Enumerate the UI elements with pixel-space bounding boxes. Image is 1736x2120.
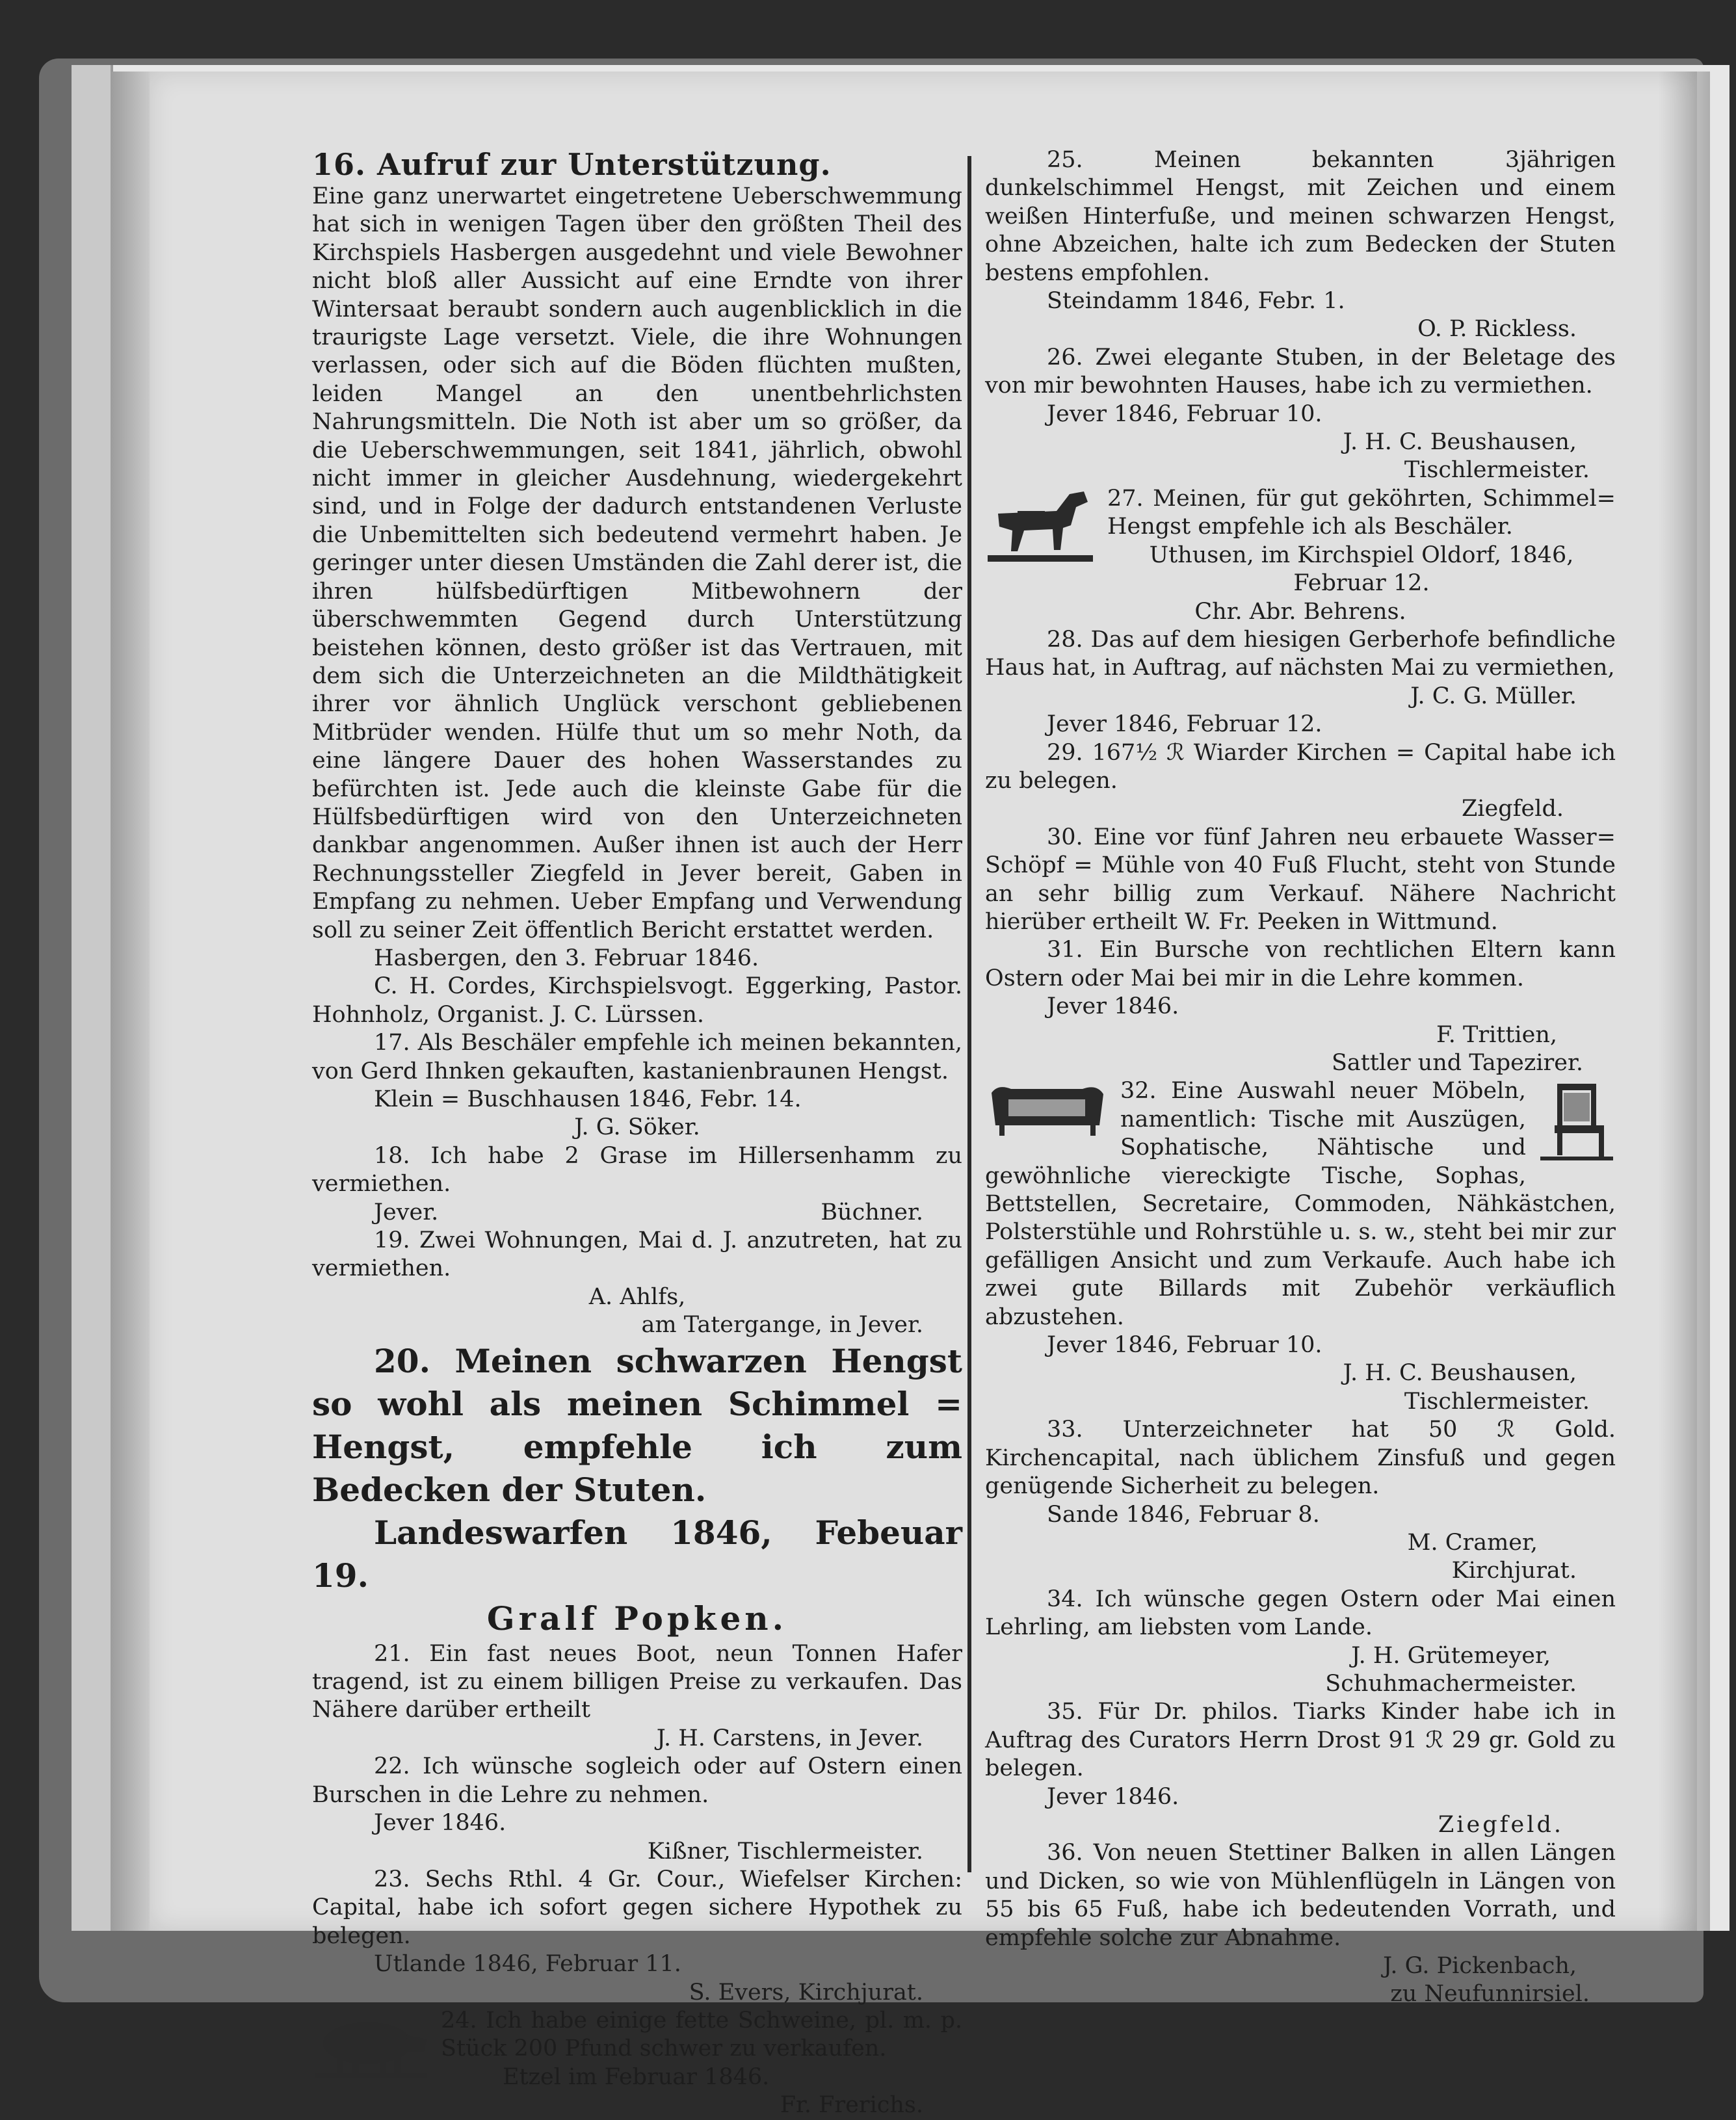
horse-woodcut bbox=[985, 488, 1096, 569]
notice-16-signers: C. H. Cordes, Kirchspielsvogt. Eggerking, Pastor. Hohnholz, Organist. J. C. Lürssen. bbox=[312, 973, 962, 1028]
notice-32-text: 32. Eine Auswahl neuer Möbeln, namentlich: Tische mit Auszügen, Sophatische, Nähtische und gewöhnliche viereckigte Tische, Sophas, Bettstellen, Secretaire, Commoden, Nähkästchen, Polsterstühle und Rohrstühle u. s. w., steht bei mir zur gefälligen Ansicht und zum Verkaufe. Auch habe ich zwei gute Billards mit Zubehör verkäuflich abzustehen. bbox=[985, 1078, 1616, 1330]
notice-24-signer: Fr. Frerichs. bbox=[780, 2092, 923, 2119]
notice-35-date: Jever 1846. bbox=[1047, 1783, 1179, 1810]
notice-24-date: Etzel im Februar 1846. bbox=[503, 2063, 770, 2090]
notice-34-text: 34. Ich wünsche gegen Ostern oder Mai einen Lehrling, am liebsten vom Lande. bbox=[985, 1586, 1616, 1641]
notice-33-signer-title: Kirchjurat. bbox=[1451, 1558, 1577, 1584]
notice-31-signer: F. Trittien, bbox=[1436, 1021, 1557, 1048]
notice-18-signer: Büchner. bbox=[821, 1199, 923, 1225]
notice-23-text: 23. Sechs Rthl. 4 Gr. Cour., Wiefelser Kirchen: Capital, habe ich sofort gegen sichere Hypothek zu belegen. bbox=[312, 1866, 962, 1949]
notice-22-text: 22. Ich wünsche sogleich oder auf Ostern einen Burschen in die Lehre zu nehmen. bbox=[312, 1753, 962, 1808]
notice-25-date: Steindamm 1846, Febr. 1. bbox=[1047, 288, 1345, 315]
notice-25-signer: O. P. Rickless. bbox=[1417, 316, 1577, 343]
notice-17-date: Klein = Buschhausen 1846, Febr. 14. bbox=[374, 1086, 802, 1112]
notice-34-signer-trade: Schuhmachermeister. bbox=[1325, 1670, 1577, 1697]
notice-33-text: 33. Unterzeichneter hat 50 ℛ Gold. Kirchencapital, nach üblichem Zinsfuß und gegen genügende Sicherheit zu belegen. bbox=[985, 1417, 1616, 1500]
notice-25-text: 25. Meinen bekannten 3jährigen dunkelschimmel Hengst, mit Zeichen und einem weißen Hinterfuße, und meinen schwarzen Hengst, ohne Abzeichen, halte ich zum Bedecken der Stuten bestens empfohlen. bbox=[985, 147, 1616, 286]
notice-26-text: 26. Zwei elegante Stuben, in der Beletage des von mir bewohnten Hauses, habe ich zu vermiethen. bbox=[985, 344, 1616, 399]
notice-22-date: Jever 1846. bbox=[374, 1810, 506, 1837]
notice-16-heading: 16. Aufruf zur Unterstützung. bbox=[312, 147, 832, 182]
notice-33-signer: M. Cramer, bbox=[1407, 1529, 1538, 1556]
notice-32-signer-trade: Tischlermeister. bbox=[1404, 1388, 1590, 1415]
notice-27-signer: Chr. Abr. Behrens. bbox=[1194, 598, 1406, 625]
notice-26-date: Jever 1846, Februar 10. bbox=[1047, 400, 1322, 427]
notice-30-text: 30. Eine vor fünf Jahren neu erbauete Wasser= Schöpf = Mühle von 40 Fuß Flucht, steht von Stunde an sehr billig zum Verkauf. Nähere Nachricht hierüber ertheilt W. Fr. Peeken in Wittmund. bbox=[985, 824, 1616, 935]
notice-20-signer: Gralf Popken. bbox=[486, 1599, 788, 1638]
notice-34-signer: J. H. Grütemeyer, bbox=[1351, 1642, 1551, 1669]
notice-16-date: Hasbergen, den 3. Februar 1846. bbox=[374, 945, 759, 971]
notice-19-signer: A. Ahlfs, bbox=[588, 1283, 686, 1310]
notice-29-text: 29. 167½ ℛ Wiarder Kirchen = Capital habe ich zu belegen. bbox=[985, 739, 1616, 794]
notice-32-signer: J. H. C. Beushausen, bbox=[1343, 1360, 1577, 1387]
notice-18-line bbox=[312, 1199, 962, 1227]
notice-27-date: Uthusen, im Kirchspiel Oldorf, 1846, Februar 12. bbox=[1149, 542, 1574, 597]
notice-21-signer: J. H. Carstens, in Jever. bbox=[656, 1725, 923, 1751]
notice-28-signer: J. C. G. Müller. bbox=[1410, 683, 1577, 709]
notice-23-date: Utlande 1846, Februar 11. bbox=[374, 1951, 681, 1978]
notice-35-text: 35. Für Dr. philos. Tiarks Kinder habe ich in Auftrag des Curators Herrn Drost 91 ℛ 29 gr. Gold zu belegen. bbox=[985, 1699, 1616, 1782]
notice-18-text: 18. Ich habe 2 Grase im Hillersenhamm zu vermiethen. bbox=[312, 1142, 962, 1197]
notice-17-text: 17. Als Beschäler empfehle ich meinen bekannten, von Gerd Ihnken gekauften, kastanienbraunen Hengst. bbox=[312, 1030, 962, 1084]
pig-woodcut bbox=[312, 2009, 429, 2081]
notice-18-place: Jever. bbox=[374, 1199, 439, 1225]
notice-19-text: 19. Zwei Wohnungen, Mai d. J. anzutreten, hat zu vermiethen. bbox=[312, 1227, 962, 1282]
notice-29-signer: Ziegfeld. bbox=[1461, 796, 1564, 822]
notice-22-signer: Kißner, Tischlermeister. bbox=[647, 1838, 923, 1865]
notice-31-signer-trade: Sattler und Tapezirer. bbox=[1331, 1050, 1583, 1076]
notice-28-date: Jever 1846, Februar 12. bbox=[1047, 711, 1322, 738]
notice-28-text: 28. Das auf dem hiesigen Gerberhofe befindliche Haus hat, in Auftrag, auf nächsten Mai zu vermiethen, bbox=[985, 626, 1616, 681]
notice-17-signer: J. G. Söker. bbox=[574, 1114, 700, 1141]
notice-21-text: 21. Ein fast neues Boot, neun Tonnen Hafer tragend, ist zu einem billigen Preise zu verkaufen. Das Nähere darüber ertheilt bbox=[312, 1640, 962, 1723]
page-curl-shadow bbox=[1658, 72, 1710, 1931]
notice-36-signer-place: zu Neufunnirsiel. bbox=[1390, 1981, 1590, 2008]
notice-36-signer: J. G. Pickenbach, bbox=[1383, 1953, 1577, 1979]
notice-31-date: Jever 1846. bbox=[1047, 993, 1179, 1020]
notice-26-signer-trade: Tischlermeister. bbox=[1404, 457, 1590, 484]
notice-24-text: 24. Ich habe einige fette Schweine, pl. m. p. Stück 200 Pfund schwer zu verkaufen. bbox=[441, 2007, 962, 2062]
notice-26-signer: J. H. C. Beushausen, bbox=[1343, 429, 1577, 456]
notice-32-date: Jever 1846, Februar 10. bbox=[1047, 1332, 1322, 1359]
notice-36-text: 36. Von neuen Stettiner Balken in allen Längen und Dicken, so wie von Mühlenflügeln in Längen von 55 bis 65 Fuß, habe ich bedeutenden Vorrath, und empfehle solche zur Abnahme. bbox=[985, 1840, 1616, 1951]
notice-33-date: Sande 1846, Februar 8. bbox=[1047, 1501, 1320, 1528]
right-column bbox=[985, 146, 1616, 2009]
notice-19-signer-address: am Tatergange, in Jever. bbox=[641, 1312, 923, 1339]
notice-35-signer: Ziegfeld. bbox=[1438, 1811, 1564, 1838]
left-column bbox=[312, 146, 962, 2120]
notice-27-text: 27. Meinen, für gut geköhrten, Schimmel= Hengst empfehle ich als Beschäler. bbox=[1107, 485, 1616, 540]
column-divider bbox=[967, 156, 971, 1872]
sofa-woodcut bbox=[985, 1080, 1109, 1142]
notice-23-signer: S. Evers, Kirchjurat. bbox=[689, 1979, 923, 2006]
notice-20-text: 20. Meinen schwarzen Hengst so wohl als meinen Schimmel = Hengst, empfehle ich zum Bedecken der Stuten. bbox=[312, 1341, 962, 1509]
notice-20-date: Landeswarfen 1846, Febeuar 19. bbox=[312, 1513, 962, 1595]
notice-16-body: Eine ganz unerwartet eingetretene Ueberschwemmung hat sich in wenigen Tagen über den größten Theil des Kirchspiels Hasbergen ausgedehnt und viele Bewohner nicht bloß aller Aussicht auf eine Erndte von ihrer Wintersaat beraubt sondern auch augenblicklich in die traurigste Lage versetzt. Viele, die ihre Wohnungen verlassen, oder sich auf die Böden flüchten mußten, leiden Mangel an den unentbehrlichsten Nahrungsmitteln. Die Noth ist aber um so größer, da die Ueberschwemmungen, seit 1841, jährlich, obwohl nicht immer in gleicher Ausdehnung, wiedergekehrt sind, und in Folge der dadurch entstandenen Verluste die Unbemittelten sich bedeutend vermehrt haben. Je geringer unter diesen Umständen die Zahl derer ist, die ihren hülfsbedürftigen Mitbewohnern der überschwemmten Gegend durch Unterstützung beistehen können, desto größer ist das Vertrauen, mit dem sich die Unterzeichneten an die Mildthätigkeit ihrer vor ähnlich Unglück verschont gebliebenen Mitbrüder wenden. Hülfe thut um so mehr Noth, da eine längere Dauer des hohen Wasserstandes zu befürchten ist. Jede auch die kleinste Gabe für die Hülfsbedürftigen wird von den Unterzeichneten dankbar angenommen. Außer ihnen ist auch der Herr Rechnungssteller Ziegfeld in Jever bereit, Gaben in Empfang zu nehmen. Ueber Empfang und Verwendung soll zu seiner Zeit öffentlich Bericht erstattet werden. bbox=[312, 183, 962, 943]
notice-31-text: 31. Ein Bursche von rechtlichen Eltern kann Ostern oder Mai bei mir in die Lehre kommen. bbox=[985, 937, 1616, 991]
chair-woodcut bbox=[1538, 1080, 1616, 1164]
